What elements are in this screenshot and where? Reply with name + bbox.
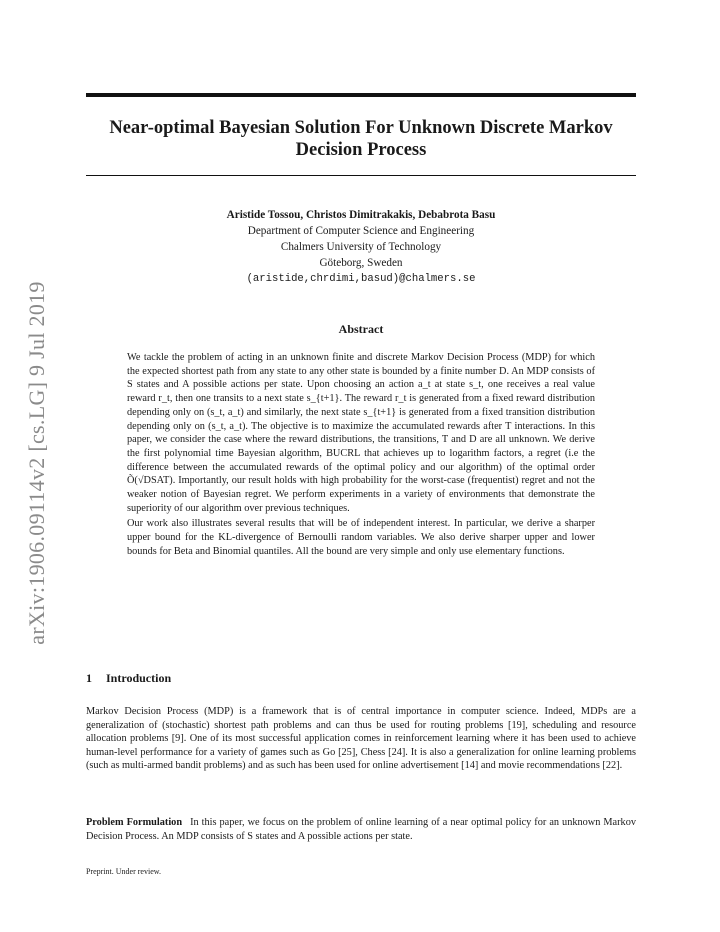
problem-formulation-paragraph [86,816,636,843]
title-bottom-rule [86,175,636,176]
arxiv-stamp-text: arXiv:1906.09114v2 [cs.LG] 9 Jul 2019 [24,281,49,645]
problem-formulation-heading: Problem Formulation [86,817,183,828]
section-heading-introduction [86,671,171,686]
abstract-body [127,351,595,559]
author-names: Aristide Tossou, Christos Dimitrakakis, Debabrota Basu [226,209,496,221]
paper-title: Near-optimal Bayesian Solution For Unknown Discrete Markov Decision Process [109,118,613,160]
problem-formulation-text: In this paper, we focus on the problem of online learning of a near optimal policy for an unknown Markov Decision Process. An MDP consists of S states and A possible actions per state. [86,817,636,842]
abstract-paragraph-1: We tackle the problem of acting in an unknown finite and discrete Markov Decision Process (MDP) for which the expected shortest path from any state to any other state is bounded by a finite number D. An MDP consists of S states and A possible actions per state. Upon choosing an action a_t at state s_t, one receives a real value reward r_t, then one transits to a next state s_{t+1}. The reward r_t is generated from a fixed reward distribution depending only on (s_t, a_t) and similarly, the next state s_{t+1} is generated from a fixed transition distribution depending only on (s_t, a_t). The objective is to maximize the accumulated rewards after T interactions. In this paper, we consider the case where the reward distributions, the transitions, T and D are all unknown. We derive the first polynomial time Bayesian algorithm, BUCRL that achieves up to logarithm factors, a regret (i.e the difference between the accumulated rewards of the optimal policy and our algorithm) of the optimal order Õ(√DSAT). Importantly, our result holds with high probability for the worst-case (frequentist) regret and not the weaker notion of Bayesian regret. We perform experiments in a variety of environments that demonstrate the superiority of our algorithm over previous techniques. [127,352,595,514]
arxiv-stamp [22,263,52,663]
title-top-rule [86,93,636,97]
affiliation-university: Chalmers University of Technology [280,241,442,253]
introduction-paragraph: Markov Decision Process (MDP) is a framework that is of central importance in computer science. Indeed, MDPs are a generalization of (stochastic) shortest path problems and can thus be used for routing problems [19], scheduling and resource allocation problems [9]. One of its most successful application comes in reinforcement learning where it has been used to achieve human-level performance for a variety of games such as Go [25], Chess [24]. It is also a generalization for online learning problems (such as multi-armed bandit problems) and as such has been used for online advertisement [14] and movie recommendations [22]. [86,706,636,772]
abstract-paragraph-2: Our work also illustrates several results that will be of independent interest. In particular, we derive a sharper upper bound for the KL-divergence of Bernoulli random variables. We also derive sharper upper and lower bounds for Beta and Binomial quantiles. All the bound are very simple and only use elementary functions. [127,518,595,557]
preprint-note: Preprint. Under review. [86,867,162,876]
affiliation-city: Göteborg, Sweden [319,257,403,269]
author-email: (aristide,chrdimi,basud)@chalmers.se [246,273,476,285]
abstract-heading: Abstract [338,322,384,336]
author-block [86,207,636,287]
section-number: 1 [86,671,92,685]
affiliation-department: Department of Computer Science and Engineering [247,225,475,237]
section-title: Introduction [106,671,172,685]
